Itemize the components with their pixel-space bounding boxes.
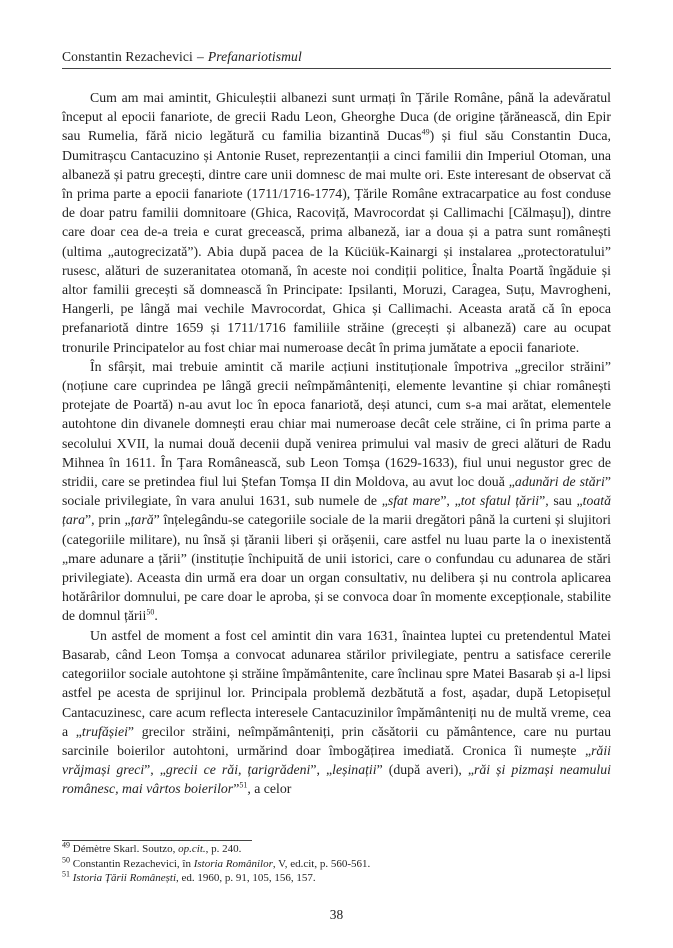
text-run: , a celor <box>247 781 292 797</box>
footnote-ref: 50 <box>146 607 155 617</box>
header-separator: – <box>196 49 204 64</box>
footnote-ref: 51 <box>62 869 70 879</box>
text-run: ”, „ <box>440 493 461 509</box>
paragraph <box>62 357 611 626</box>
footnote <box>62 871 611 886</box>
emphasis-text: toată țara <box>62 493 611 528</box>
text-run: ” grecilor străini, neîmpământeniți, prin căsătorii cu pământence, care nu purtau sarcinile boierilor autohtoni, urmărind doar îmbogățirea imediată. Cronica îi numește „ <box>62 723 612 758</box>
emphasis-text: Istoria Românilor <box>193 857 273 870</box>
emphasis-text: sfat mare <box>387 493 441 509</box>
emphasis-text: trufășiei <box>81 723 128 739</box>
page-number: 38 <box>329 907 344 922</box>
text-run: ”, prin „ <box>85 512 131 528</box>
text-run: Démètre Skarl. Soutzo, <box>70 843 179 855</box>
emphasis-text: Istoria Țării Românești <box>72 872 177 885</box>
footnotes <box>62 842 611 886</box>
text-run: ” <box>233 781 240 797</box>
header-title: Prefanariotismul <box>207 49 302 64</box>
text-run: , ed. 1960, p. 91, 105, 156, 157. <box>176 872 316 885</box>
text-run: . <box>154 608 158 624</box>
text-run: ”, „ <box>144 762 166 778</box>
header-rule <box>62 68 611 69</box>
text-run: ” (după averi), „ <box>376 762 475 778</box>
footnote-ref: 49 <box>421 127 430 137</box>
text-run: ” înțelegându-se categoriile sociale de la marii dregători până la curteni și slujitori (categoriile militare), nu însă și țăranii liberi și orășenii, care astfel nu luau parte la o inexistentă „mare adunare a țării” (instituție închipuită de unii istorici, care o confundau cu adunarea de stări privilegiate). Aceasta din urmă era doar un organ consultativ, nu delibera și nu controla aplicarea hotărârilor domnului, pe care doar le aproba, și se convoca doar în momente excepționale, stabilite de domnul țării <box>62 512 611 624</box>
text-run: ” sociale privilegiate, în vara anului 1631, sub numele de „ <box>62 474 612 509</box>
footnote-ref: 51 <box>239 780 248 790</box>
text-run: , V, ed.cit, p. 560-561. <box>272 857 371 870</box>
text-run: Constantin Rezachevici, în <box>70 857 194 870</box>
emphasis-text: țară <box>130 512 154 528</box>
header-author: Constantin Rezachevici <box>62 49 193 64</box>
paragraph <box>62 626 611 799</box>
text-run: ”, „ <box>310 762 333 778</box>
footnote-rule <box>62 840 252 841</box>
emphasis-text: răii vrăjmași greci <box>62 742 611 778</box>
emphasis-text: răi și pizmași neamului românesc, mai vârtos boierilor <box>62 762 611 797</box>
emphasis-text: grecii ce răi, țarigrădeni <box>165 762 311 778</box>
emphasis-text: op.cit. <box>178 843 206 855</box>
footnote <box>62 842 611 857</box>
footnote <box>62 854 611 872</box>
emphasis-text: leșinații <box>332 762 377 778</box>
paragraph <box>62 88 611 357</box>
text-run: ”, sau „ <box>539 493 583 509</box>
text-run: În sfârșit, mai trebuie amintit că marile acțiuni instituționale împotriva „grecilor străini” (noțiune care cuprindea pe lângă grecii neîmpământeniți, elemente levantine și chiar românești protejate de Poartă) n-au avut loc în epoca fanariotă, deși atunci, cum s-a mai arătat, elementele autohtone din divanele domnești erau chiar mai numeroase decât cele străine, ci în prima parte a secolului XVII, la numai două decenii după venirea primului val masiv de greci alături de Radu Mihnea în 1611. În Țara Românească, sub Leon Tomșa (1629-1633), fiul unui negustor grec de stridii, care se pretindea fiul lui Ștefan Tomșa II din Moldova, au avut loc două „ <box>62 358 611 490</box>
text-run: Un astfel de moment a fost cel amintit din vara 1631, înaintea luptei cu pretendentul Matei Basarab, când Leon Tomșa a convocat adunarea stărilor privilegiate, pentru a satisface cererile categoriilor sociale autohtone și străine împământenite, care înclinau spre Matei Basarab și a-l lipsi astfel pe acesta de sprijinul lor. Principala problemă dezbătută a fost, așadar, după Letopisețul Cantacuzinesc, care acum reflecta interesele Cantacuzinilor împământeniți nu de multă vreme, cea a „ <box>62 627 611 739</box>
body-text <box>62 88 611 799</box>
emphasis-text: tot sfatul țării <box>460 493 540 509</box>
text-run: ) și fiul său Constantin Duca, Dumitrașcu Cantacuzino și Antonie Ruset, reprezentanții a cinci familii din Imperiul Otoman, una albaneză și patru grecești, dintre care unii domnesc de mai multe ori. Este interesant de observat că în prima parte a epocii fanariote (1711/1716-1774), Țările Române extracarpatice au fost conduse de doar patru familii domnitoare (Ghica, Racoviță, Mavrocordat și Callimachi [Călmașu]), dintre care doar cea de-a treia e curat grecească, prima albaneză, iar a doua și a patra sunt românești (ultima „autogrecizată”). Abia după pacea de la Küciük-Kainargi și instalarea „protectoratului” rusesc, alături de suzeranitatea otomană, în aceste noi condiții politice, Înalta Poartă îngăduie și altor familii grecești să domnească în Principate: Ipsilanti, Moruzi, Caragea, Suțu, Mavrogheni, Hangerli, pe lângă mai vechile Mavrocordat, Ghica și Callimachi. Aceasta arată că în epoca prefanariotă dintre 1659 și 1711/1716 familiile străine (grecești și albaneză) care au ocupat tronurile Principatelor au fost chiar mai numeroase decât în prima jumătate a epocii fanariote. <box>62 128 611 355</box>
emphasis-text: adunări de stări <box>514 474 605 490</box>
footnote-ref: 50 <box>62 854 70 864</box>
footnote-ref: 49 <box>62 840 70 850</box>
text-run: Cum am mai amintit, Ghiculeștii albanezi sunt urmați în Țările Române, până la adevăratul început al epocii fanariote, de grecii Radu Leon, Gheorghe Duca (de origine țărănească, din Epir sau Rumelia, fără nicio legătură cu familia bizantină Ducas <box>62 90 611 144</box>
running-header <box>62 49 302 65</box>
text-run: , p. 240. <box>205 843 242 855</box>
